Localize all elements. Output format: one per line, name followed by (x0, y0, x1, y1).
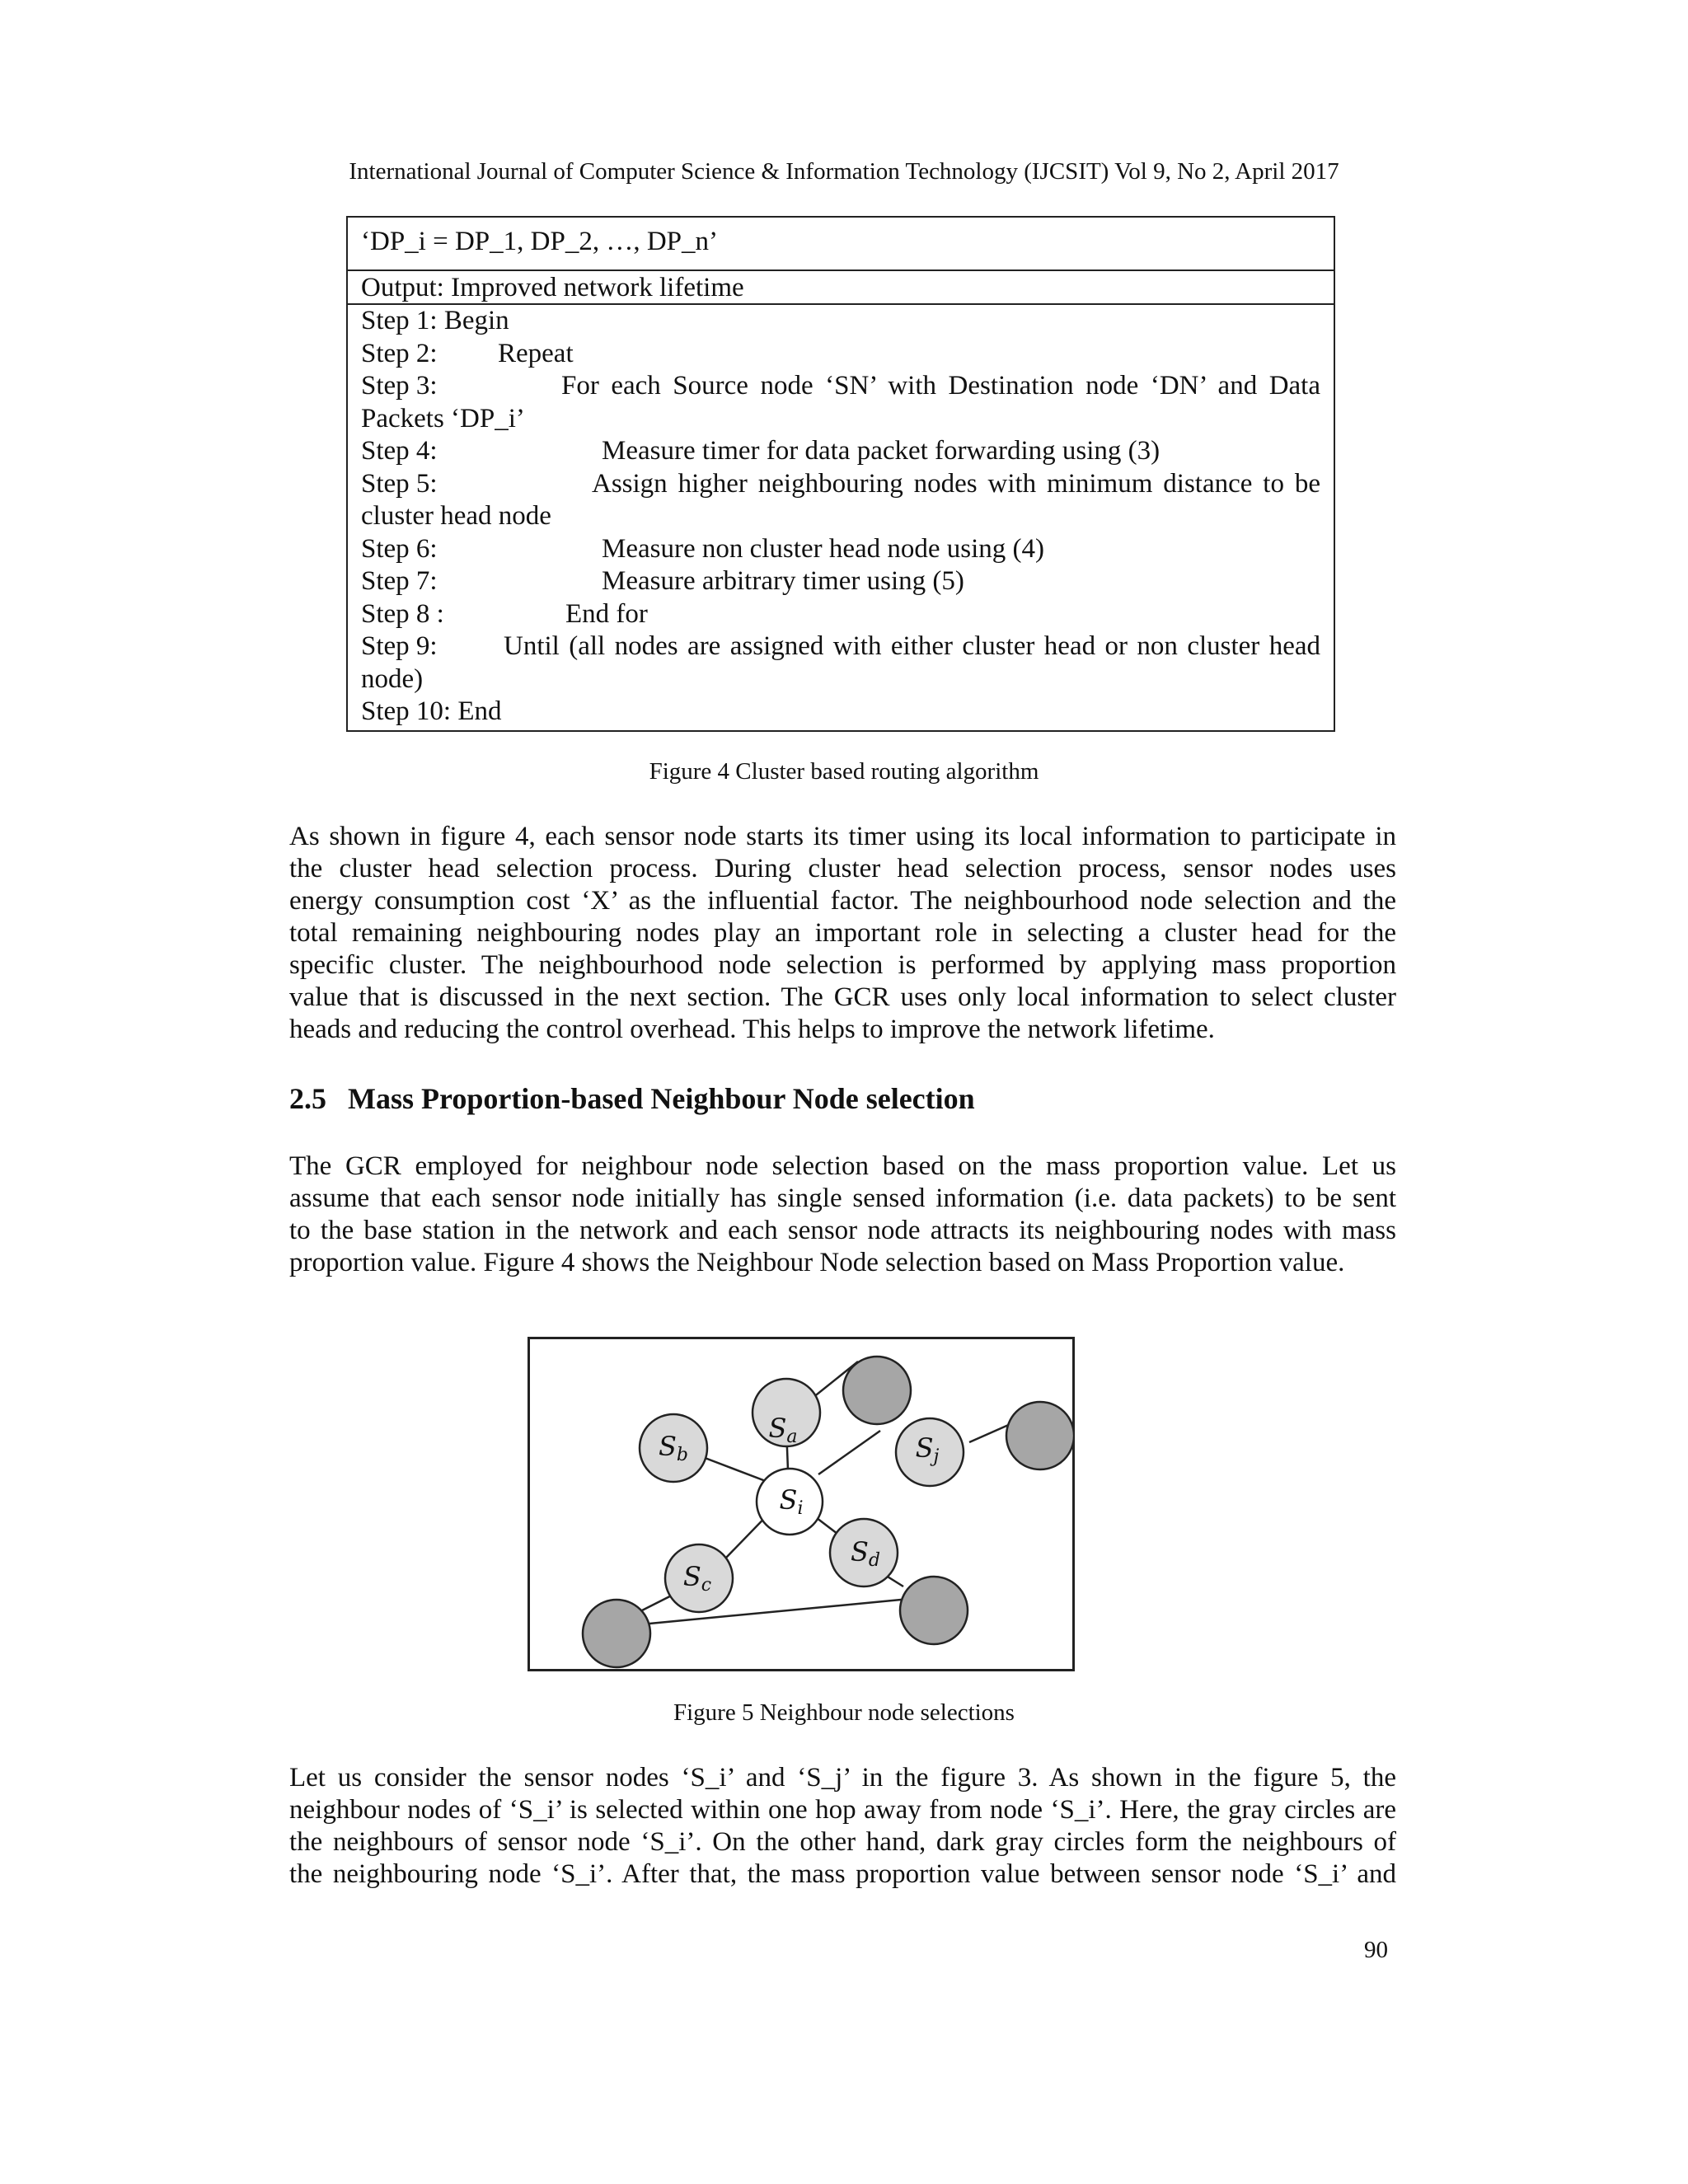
output-line: Output: Improved network lifetime (361, 273, 744, 302)
algorithm-output-row (348, 271, 1334, 305)
step-3-cont: Packets ‘DP_i’ (361, 403, 525, 434)
figure-4-caption: Figure 4 Cluster based routing algorithm (649, 758, 1039, 785)
node-second-hop-2 (1006, 1402, 1074, 1469)
step-7: Step 7: Measure arbitrary timer using (5) (361, 566, 964, 596)
step-10: Step 10: End (361, 696, 502, 726)
algorithm-box (346, 216, 1335, 732)
paragraph-3-line: neighbour nodes of ‘S_i’ is selected within one hop away from node ‘S_i’. Here, the gray circles are (289, 1795, 1396, 1825)
step-5: Step 5: Assign higher neighbouring nodes with minimum distance to be (361, 468, 1320, 499)
step-1: Step 1: Begin (361, 306, 509, 335)
paragraph-2-line: assume that each sensor node initially has single sensed information (i.e. data packets) to be sent (289, 1183, 1396, 1213)
paragraph-2-line: proportion value. Figure 4 shows the Neighbour Node selection based on Mass Proportion value. (289, 1248, 1345, 1277)
step-3: Step 3: For each Source node ‘SN’ with Destination node ‘DN’ and Data (361, 371, 1320, 401)
step-9: Step 9: Until (all nodes are assigned with either cluster head or non cluster head (361, 631, 1320, 661)
paragraph-1-line: total remaining neighbouring nodes play an important role in selecting a cluster head for the (289, 918, 1396, 948)
paragraph-1-line: specific cluster. The neighbourhood node selection is performed by applying mass proportion (289, 950, 1396, 980)
section-number: 2.5 (289, 1082, 326, 1115)
step-5-cont: cluster head node (361, 501, 551, 531)
step-2: Step 2: Repeat (361, 338, 574, 368)
paragraph-1-line: energy consumption cost ‘X’ as the influential factor. The neighbourhood node selection and the (289, 886, 1396, 916)
paragraph-3-line: Let us consider the sensor nodes ‘S_i’ and ‘S_j’ in the figure 3. As shown in the figure 5, the (289, 1763, 1396, 1793)
paragraph-1-line: heads and reducing the control overhead. This helps to improve the network lifetime. (289, 1015, 1215, 1044)
page-number: 90 (1364, 1937, 1388, 1963)
label-sc: Sc (682, 1561, 712, 1596)
figure-5-caption: Figure 5 Neighbour node selections (673, 1699, 1015, 1726)
paragraph-1 (289, 821, 1396, 1046)
paragraph-1-line: value that is discussed in the next section. The GCR uses only local information to select cluster (289, 982, 1396, 1012)
node-second-hop-1 (843, 1357, 911, 1424)
paragraph-3-line: the neighbouring node ‘S_i’. After that, the mass proportion value between sensor node ‘S_i’ and (289, 1859, 1396, 1889)
step-8: Step 8 : End for (361, 598, 648, 629)
running-header: International Journal of Computer Science & Information Technology (IJCSIT) Vol 9, No 2, April 2017 (349, 158, 1339, 185)
algorithm-input-row (348, 218, 1334, 271)
section-heading (289, 1081, 975, 1116)
node-second-hop-3 (583, 1600, 650, 1667)
label-sb: Sb (658, 1431, 689, 1465)
algorithm-steps (348, 305, 1334, 730)
paragraph-3-line: the neighbours of sensor node ‘S_i’. On the other hand, dark gray circles form the neighbours of (289, 1827, 1396, 1857)
paragraph-2 (289, 1151, 1396, 1279)
paragraph-1-line: the cluster head selection process. During cluster head selection process, sensor nodes uses (289, 854, 1396, 883)
paragraph-2-line: The GCR employed for neighbour node selection based on the mass proportion value. Let us (289, 1151, 1396, 1181)
node-second-hop-4 (900, 1577, 968, 1644)
input-line: ‘DP_i = DP_1, DP_2, …, DP_n’ (361, 227, 718, 256)
label-si: Si (779, 1484, 804, 1519)
label-sd: Sd (850, 1536, 881, 1571)
step-6: Step 6: Measure non cluster head node using (4) (361, 533, 1045, 564)
paragraph-3 (289, 1762, 1396, 1891)
paragraph-1-line: As shown in figure 4, each sensor node starts its timer using its local information to participate in (289, 822, 1396, 851)
label-sa: Sa (768, 1413, 798, 1447)
step-4: Step 4: Measure timer for data packet forwarding using (3) (361, 436, 1160, 466)
section-title: Mass Proportion-based Neighbour Node selection (348, 1082, 975, 1115)
neighbour-node-diagram (528, 1337, 1075, 1671)
label-sj: Sj (915, 1432, 940, 1467)
paragraph-2-line: to the base station in the network and each sensor node attracts its neighbouring nodes with mass (289, 1216, 1396, 1245)
step-9-cont: node) (361, 663, 424, 694)
